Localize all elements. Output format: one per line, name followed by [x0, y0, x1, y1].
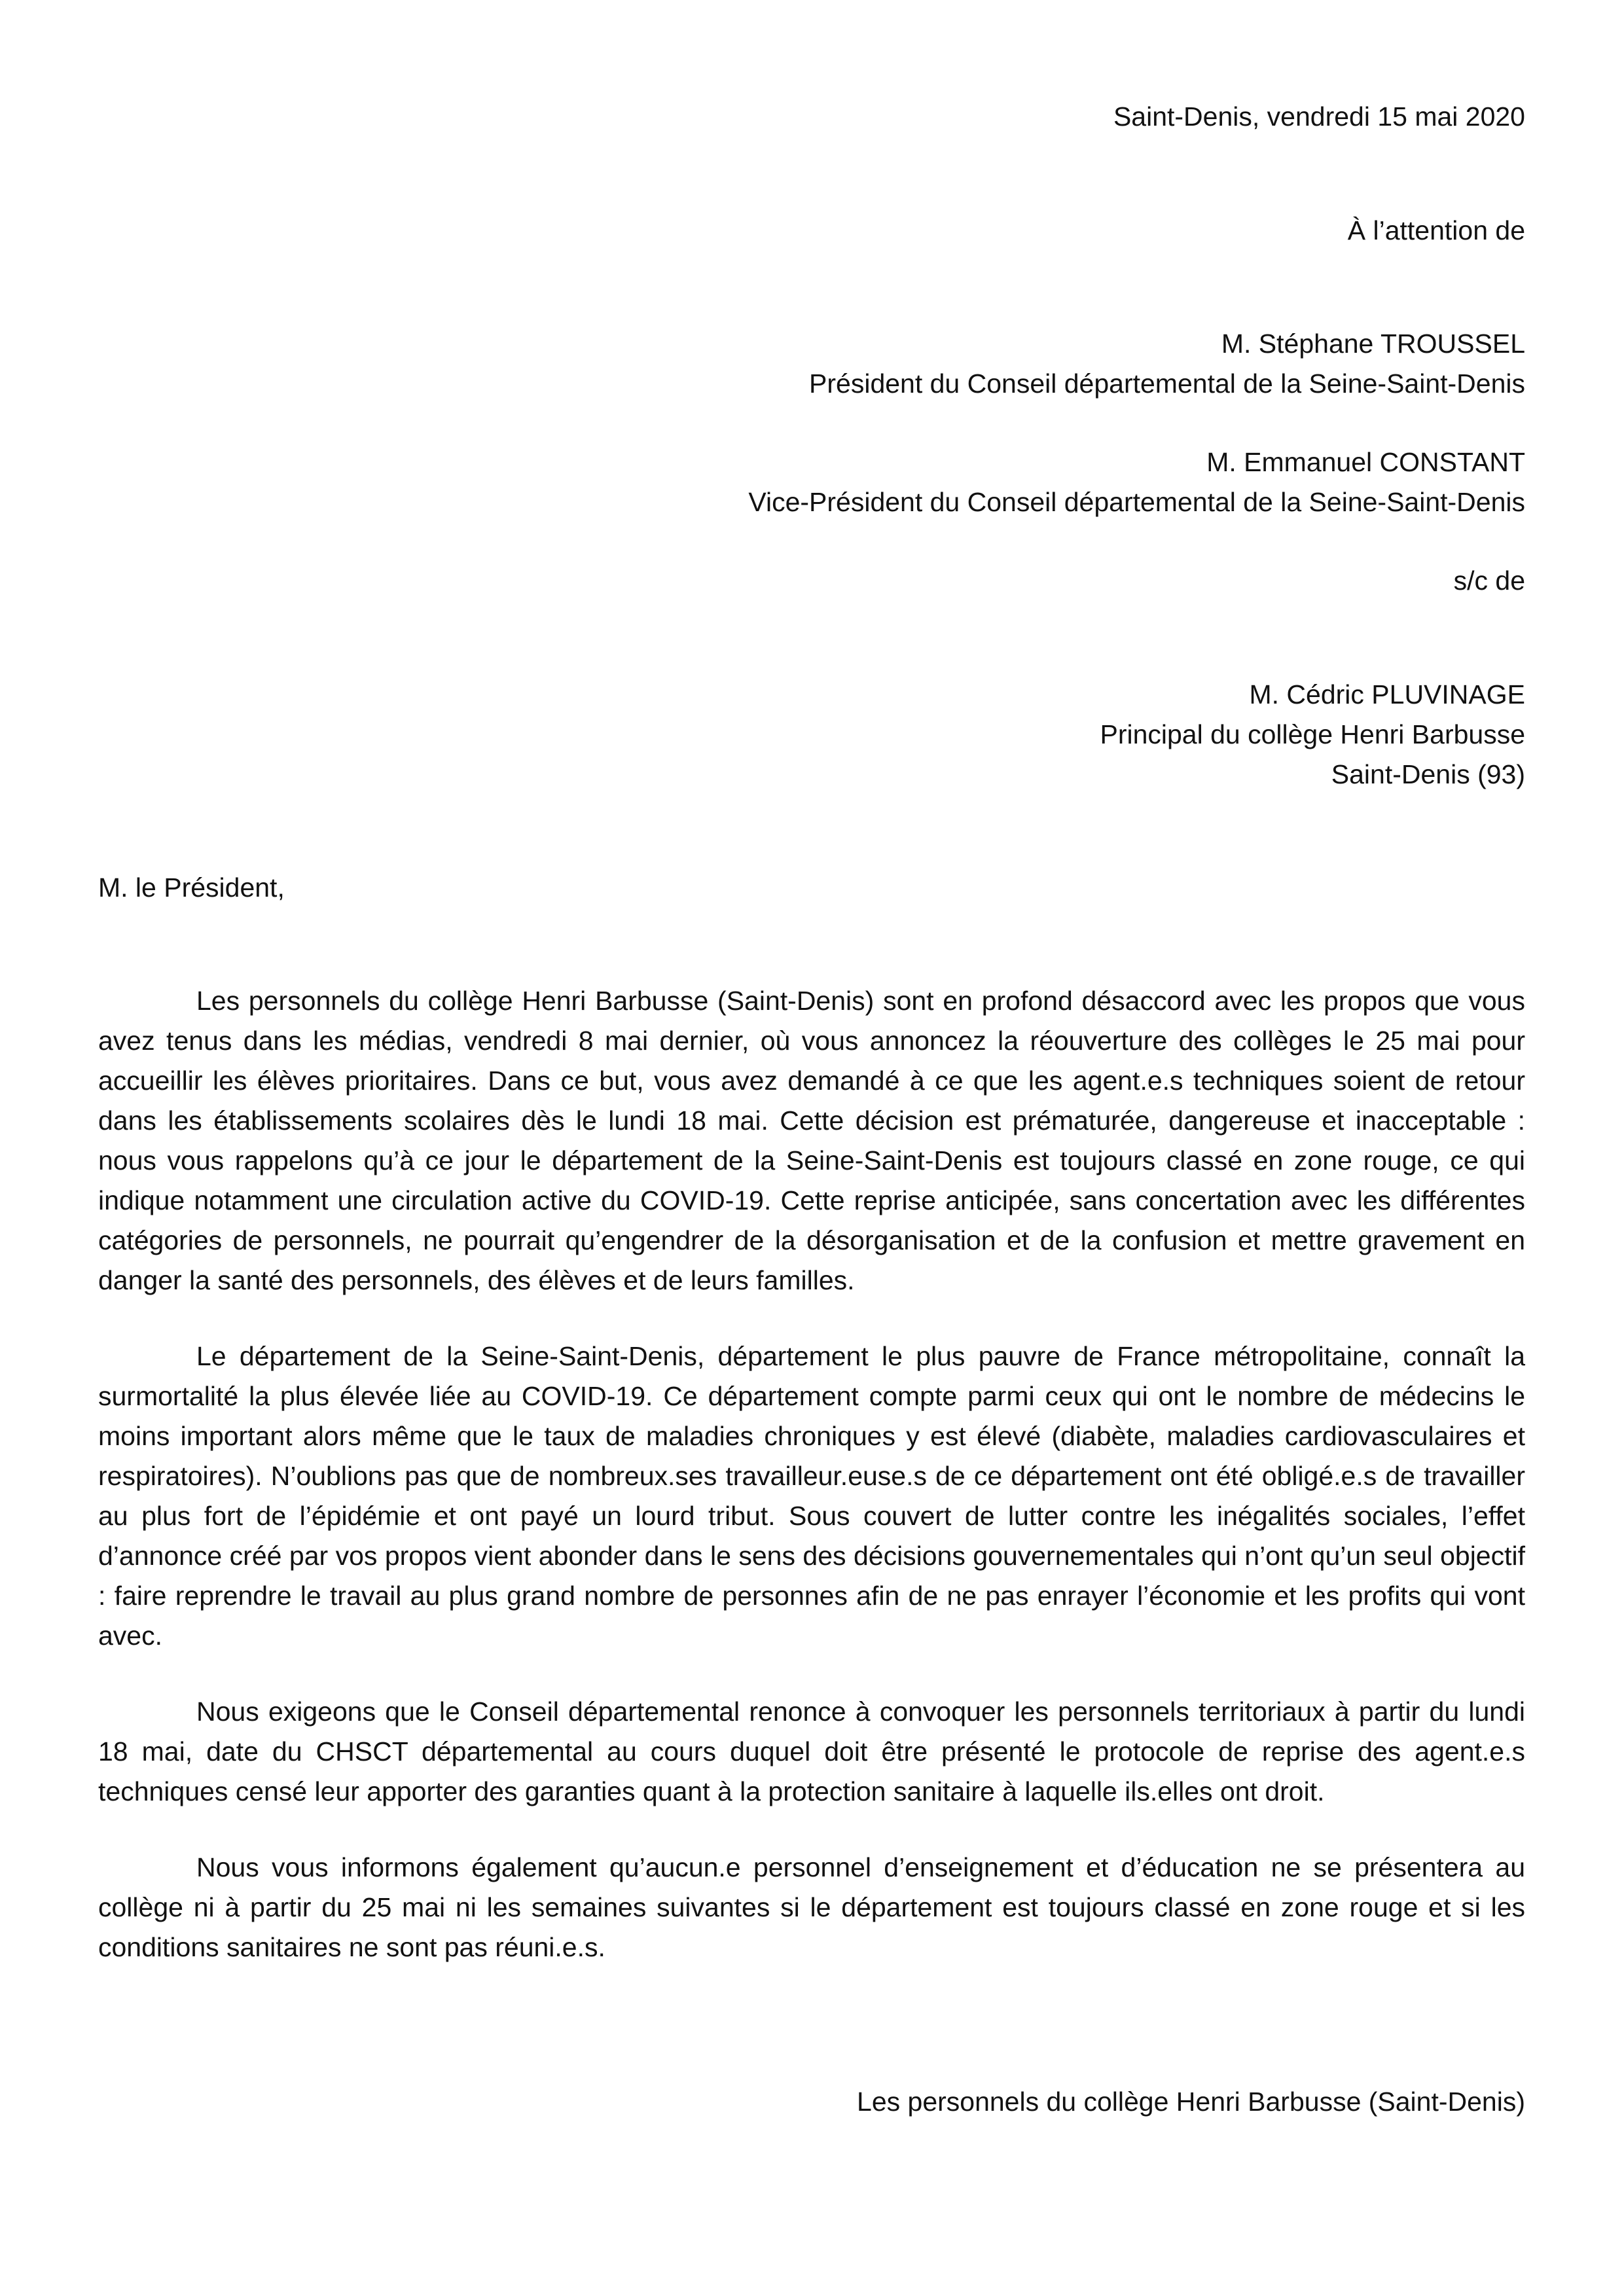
letter-body — [98, 97, 1525, 2122]
paragraph-2: Le département de la Seine-Saint-Denis, département le plus pauvre de France métropolitaine, connaît la surmortalité la plus élevée liée au COVID-19. Ce département compte parmi ceux qui ont le nombre de médecins le moins important alors même que le taux de maladies chroniques y est élevé (diabète, maladies cardiovasculaires et respiratoires). N’oublions pas que de nombreux.ses travailleur.euse.s de ce département ont été obligé.e.s de travailler au plus fort de l’épidémie et ont payé un lourd tribut. Sous couvert de lutter contre les inégalités sociales, l’effet d’annonce créé par vos propos vient abonder dans le sens des décisions gouvernementales qui n’ont qu’un seul objectif : faire reprendre le travail au plus grand nombre de personnes afin de ne pas enrayer l’économie et les profits qui vont avec. — [98, 1341, 1525, 1651]
principal-name: M. Cédric PLUVINAGE — [1249, 679, 1525, 709]
signature: Les personnels du collège Henri Barbusse (Saint-Denis) — [857, 2087, 1525, 2117]
principal-city: Saint-Denis (93) — [1331, 759, 1525, 789]
paragraph-4: Nous vous informons également qu’aucun.e personnel d’enseignement et d’éducation ne se présentera au collège ni à partir du 25 mai ni les semaines suivantes si le département est toujours classé en zone rouge et si les conditions sanitaires ne sont pas réuni.e.s. — [98, 1852, 1525, 1962]
recipient-title: Vice-Président du Conseil départemental de la Seine-Saint-Denis — [748, 487, 1525, 517]
paragraph-1: Les personnels du collège Henri Barbusse (Saint-Denis) sont en profond désaccord avec les propos que vous avez tenus dans les médias, vendredi 8 mai dernier, où vous annoncez la réouverture des collèges le 25 mai pour accueillir les élèves prioritaires. Dans ce but, vous avez demandé à ce que les agent.e.s techniques soient de retour dans les établissements scolaires dès le lundi 18 mai. Cette décision est prématurée, dangereuse et inacceptable : nous vous rappelons qu’à ce jour le département de la Seine-Saint-Denis est toujours classé en zone rouge, ce qui indique notamment une circulation active du COVID-19. Cette reprise anticipée, sans concertation avec les différentes catégories de personnels, ne pourrait qu’engendrer de la désorganisation et de la confusion et mettre gravement en danger la santé des personnels, des élèves et de leurs familles. — [98, 986, 1525, 1295]
date-line: Saint-Denis, vendredi 15 mai 2020 — [1113, 101, 1525, 132]
principal-block — [98, 675, 1525, 795]
recipient-name: M. Stéphane TROUSSEL — [1221, 329, 1525, 359]
recipient-vice-president — [98, 442, 1525, 522]
paragraph-3: Nous exigeons que le Conseil départemental renonce à convoquer les personnels territoriaux à partir du lundi 18 mai, date du CHSCT départemental au cours duquel doit être présenté le protocole de reprise des agent.e.s techniques censé leur apporter des garanties quant à la protection sanitaire à laquelle ils.elles ont droit. — [98, 1696, 1525, 1806]
recipient-title: Président du Conseil départemental de la Seine-Saint-Denis — [809, 368, 1525, 399]
recipient-name: M. Emmanuel CONSTANT — [1206, 447, 1525, 477]
principal-title: Principal du collège Henri Barbusse — [1100, 719, 1525, 749]
salutation: M. le Président, — [98, 872, 285, 903]
sc-line: s/c de — [1453, 565, 1525, 596]
recipient-president — [98, 324, 1525, 404]
attention-line: À l’attention de — [1347, 215, 1525, 245]
